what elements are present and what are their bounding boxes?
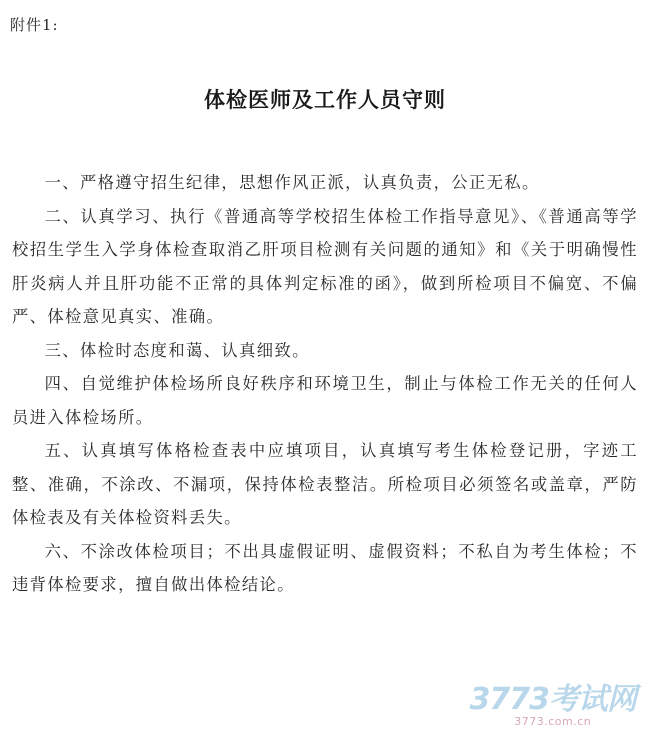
rule-paragraph-5: 五、认真填写体格检查表中应填项目，认真填写考生体检登记册，字迹工整、准确，不涂改、不漏项，保持体检表整洁。所检项目必须签名或盖章，严防体检表及有关体检资料丢失。 xyxy=(12,441,638,527)
rule-paragraph-6: 六、不涂改体检项目；不出具虚假证明、虚假资料；不私自为考生体检；不违背体检要求，擅自做出体检结论。 xyxy=(12,541,638,594)
watermark-logo: 3773考试网 xyxy=(469,682,636,717)
site-watermark xyxy=(469,682,637,729)
document-body xyxy=(12,166,638,602)
attachment-label: 附件1: xyxy=(10,16,59,34)
document-title: 体检医师及工作人员守则 xyxy=(204,87,446,112)
watermark-url: 3773.com.cn xyxy=(514,715,592,728)
rule-paragraph-2: 二、认真学习、执行《普通高等学校招生体检工作指导意见》、《普通高等学校招生学生入学身体检查取消乙肝项目检测有关问题的通知》和《关于明确慢性肝炎病人并且肝功能不正常的具体判定标准的函》，做到所检项目不偏宽、不偏严、体检意见真实、准确。 xyxy=(12,206,638,326)
rule-paragraph-1: 一、严格遵守招生纪律，思想作风正派，认真负责，公正无私。 xyxy=(44,173,540,192)
rule-paragraph-3: 三、体检时态度和蔼、认真细致。 xyxy=(44,340,310,360)
rule-paragraph-4: 四、自觉维护体检场所良好秩序和环境卫生，制止与体检工作无关的任何人员进入体检场所。 xyxy=(12,374,638,427)
